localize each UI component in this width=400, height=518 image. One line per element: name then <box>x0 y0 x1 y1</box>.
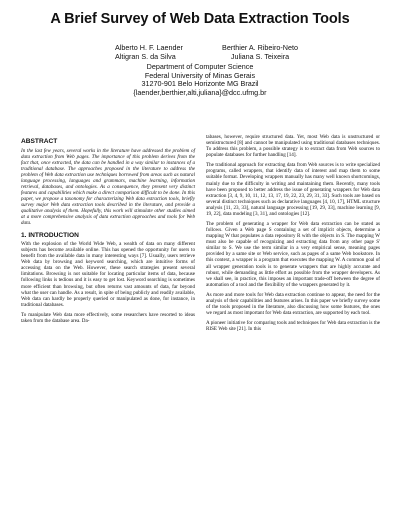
right-column <box>206 134 380 336</box>
left-column <box>21 138 195 328</box>
author-block <box>0 43 400 62</box>
affiliation-block <box>0 63 400 97</box>
abstract-heading: ABSTRACT <box>21 138 58 145</box>
author-teixeira: Juliana S. Teixeira <box>230 52 290 62</box>
affiliation-city: 31270-901 Belo Horizonte MG Brazil <box>141 79 259 89</box>
right-paragraph-1: tabases, however, require structured data. Yet, most Web data is unstructured or semistructured [8] and cannot be manipulated using traditional databases techniques. To address this problem, a possible strategy is to extract data from Web sources to populate databases for further handling [14]. <box>206 134 380 159</box>
intro-paragraph-1: With the explosion of the World Wide Web, a wealth of data on many different subjects has become available online. This has opened the opportunity for users to benefit from the available data in many interesting ways [7]. Usually, users retrieve Web data by browsing and keyword searching, which are intuitive forms of accessing data on the Web. However, these search strategies present several limitations. Browsing is not suitable for locating particular items of data, because following links is tedious and it is easy to get lost. Keyword searching is sometimes more efficient than browsing, but often returns vast amounts of data, far beyond what the user can handle. As a result, in spite of being publicly and readily available, Web data can hardly be properly queried or manipulated as done, for instance, in traditional databases. <box>21 241 195 308</box>
author-da-silva: Altigran S. da Silva <box>115 52 176 62</box>
right-paragraph-3: The problem of generating a wrapper for Web data extraction can be stated as follows. Given a Web page S containing a set of implicit objects, determine a mapping W that populates a data repository R with the objects in S. The mapping W must also be capable of recognizing and extracting data from any other page S' similar to S. We use the term similar in a very empirical sense, meaning pages provided by a same site or Web service, such as pages of a same Web bookstore. In this context, a wrapper is a program that executes the mapping W. A common goal of all wrapper generation tools is to generate wrappers that are highly accurate and robust, while demanding as little effort as possible from the wrapper developers. As we shall see, in practice, this imposes an important trade-off between the degree of automation of a tool and the flexibility of the wrappers generated by it. <box>206 221 380 288</box>
affiliation-department: Department of Computer Science <box>146 62 254 71</box>
right-paragraph-2: The traditional approach for extracting data from Web sources is to write specialized programs, called wrappers, that identify data of interest and map them to some suitable format. Developing wrappers manually has many well known shortcomings, mainly due to the difficulty in writing and maintaining them. Recently, many tools have been proposed to better address the issue of generating wrappers for Web data extraction [3, 4, 9, 10, 11, 12, 13, 17, 19, 22, 23, 29, 31, 33]. Such tools are based on several distinct techniques such as declarative languages [4, 10, 17], HTML structure analysis [11, 23, 33], natural language processing [19, 29, 33], machine learning [9, 19, 22], data modeling [3, 31], and ontologies [12]. <box>206 162 380 217</box>
right-paragraph-4: As more and more tools for Web data extraction continue to appear, the need for the analysis of their capabilities and features arises. In this paper we briefly survey some of the tools proposed in the literature, also discussing how some features, the ones we regard as most important for Web data extraction, are supported by each tool. <box>206 291 380 317</box>
right-paragraph-5: A pioneer initiative for comparing tools and techniques for Web data extraction is the RISE Web site [21]. In this <box>206 320 380 333</box>
intro-paragraph-2: To manipulate Web data more effectively, some researchers have resorted to ideas taken from the database area. Da- <box>21 311 195 324</box>
paper-title: A Brief Survey of Web Data Extraction Tools <box>50 11 350 27</box>
introduction-heading: 1. INTRODUCTION <box>21 231 79 239</box>
author-ribeiro-neto: Berthier A. Ribeiro-Neto <box>222 43 298 52</box>
abstract-text: In the last few years, several works in the literature have addressed the problem of data extraction from Web pages. The importance of this problem derives from the fact that, once extracted, the data can be handled in a way similar to instances of a traditional database. The approaches proposed in the literature to address the problem of Web data extraction use techniques borrowed from areas such as natural language processing, languages and grammars, machine learning, information retrieval, databases, and ontologies. As a consequence, they present very distinct features and capabilities which make a direct comparison difficult to be done. In this paper, we propose a taxonomy for characterizing Web data extraction tools, briefly survey major Web data extraction tools described in the literature, and provide a qualitative analysis of them. Hopefully, this work will stimulate other studies aimed at a more comprehensive analysis of data extraction approaches and tools for Web data. <box>21 147 195 227</box>
author-laender: Alberto H. F. Laender <box>115 43 183 52</box>
affiliation-university: Federal University of Minas Gerais <box>144 70 256 80</box>
affiliation-emails: {laender,berthier,alti,juliana}@dcc.ufmg.br <box>133 87 267 97</box>
